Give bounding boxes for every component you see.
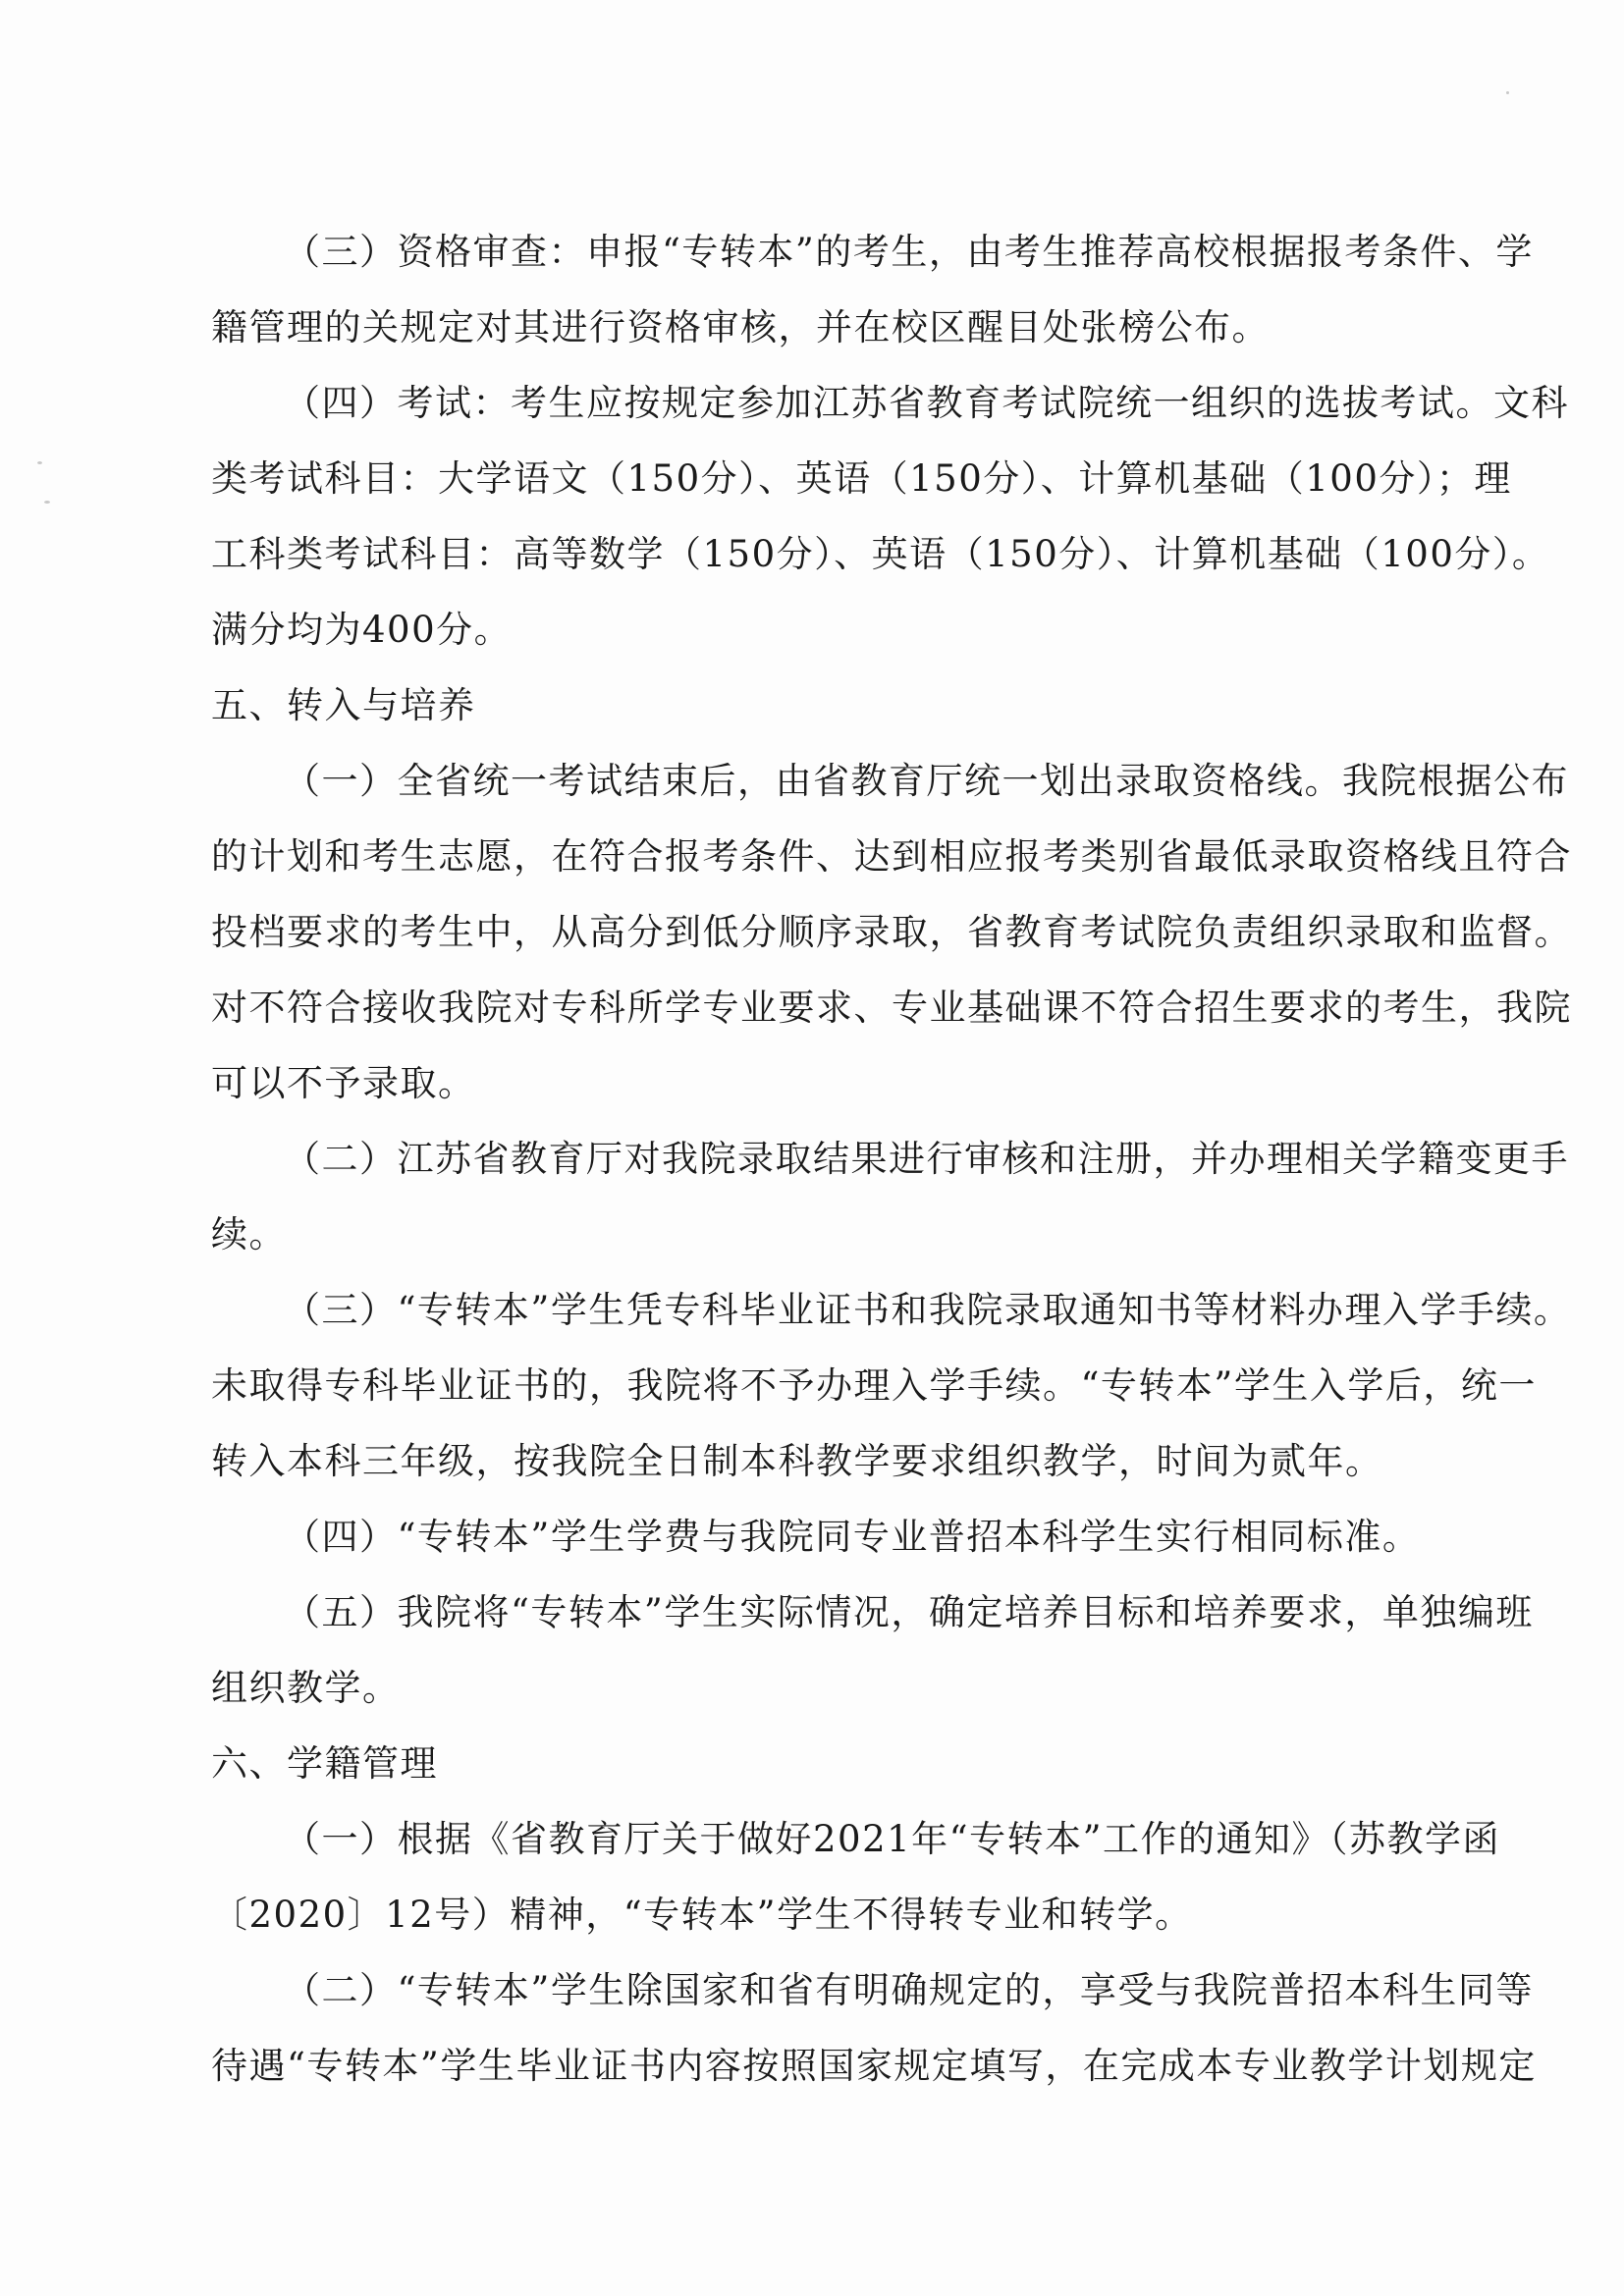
document-line: （四）考试：考生应按规定参加江苏省教育考试院统一组织的选拔考试。文科: [284, 382, 1569, 424]
document-line: 工科类考试科目：高等数学（150分）、英语（150分）、计算机基础（100分）。: [211, 533, 1550, 575]
document-line: 续。: [211, 1213, 287, 1255]
document-line: 投档要求的考生中，从高分到低分顺序录取，省教育考试院负责组织录取和监督。: [211, 911, 1572, 953]
document-line: （二）“专转本”学生除国家和省有明确规定的，享受与我院普招本科生同等: [284, 1969, 1534, 2011]
document-line: 〔2020〕12号）精神，“专转本”学生不得转专业和转学。: [211, 1894, 1193, 1936]
document-line: 对不符合接收我院对专科所学专业要求、专业基础课不符合招生要求的考生，我院: [211, 987, 1572, 1029]
document-line: （三）资格审查：申报“专转本”的考生，由考生推荐高校根据报考条件、学: [284, 231, 1534, 273]
document-line: 满分均为400分。: [211, 609, 513, 651]
document-line: （一）根据《省教育厅关于做好2021年“专转本”工作的通知》（苏教学函: [284, 1818, 1500, 1860]
document-line: 组织教学。: [211, 1667, 401, 1709]
document-line: 待遇“专转本”学生毕业证书内容按照国家规定填写，在完成本专业教学计划规定: [211, 2045, 1537, 2087]
document-line: 转入本科三年级，按我院全日制本科教学要求组织教学，时间为贰年。: [211, 1440, 1383, 1482]
document-line: 可以不予录取。: [211, 1062, 476, 1104]
document-body: [211, 214, 1572, 2104]
scan-speck: [37, 461, 42, 464]
scan-speck: [1506, 91, 1509, 94]
scan-speck: [44, 501, 50, 504]
document-line: 类考试科目：大学语文（150分）、英语（150分）、计算机基础（100分）；理: [211, 457, 1512, 500]
document-line: 六、学籍管理: [211, 1742, 438, 1785]
document-line: 籍管理的关规定对其进行资格审核，并在校区醒目处张榜公布。: [211, 306, 1270, 348]
document-line: （四）“专转本”学生学费与我院同专业普招本科学生实行相同标准。: [284, 1516, 1421, 1558]
document-line: 五、转入与培养: [211, 684, 476, 726]
document-line: （五）我院将“专转本”学生实际情况，确定培养目标和培养要求，单独编班: [284, 1591, 1534, 1633]
document-line: 的计划和考生志愿，在符合报考条件、达到相应报考类别省最低录取资格线且符合: [211, 835, 1572, 878]
document-line: （三）“专转本”学生凭专科毕业证书和我院录取通知书等材料办理入学手续。: [284, 1289, 1572, 1331]
document-line: （一）全省统一考试结束后，由省教育厅统一划出录取资格线。我院根据公布: [284, 760, 1569, 802]
document-line: （二）江苏省教育厅对我院录取结果进行审核和注册，并办理相关学籍变更手: [284, 1138, 1569, 1180]
document-line: 未取得专科毕业证书的，我院将不予办理入学手续。“专转本”学生入学后，统一: [211, 1364, 1537, 1407]
